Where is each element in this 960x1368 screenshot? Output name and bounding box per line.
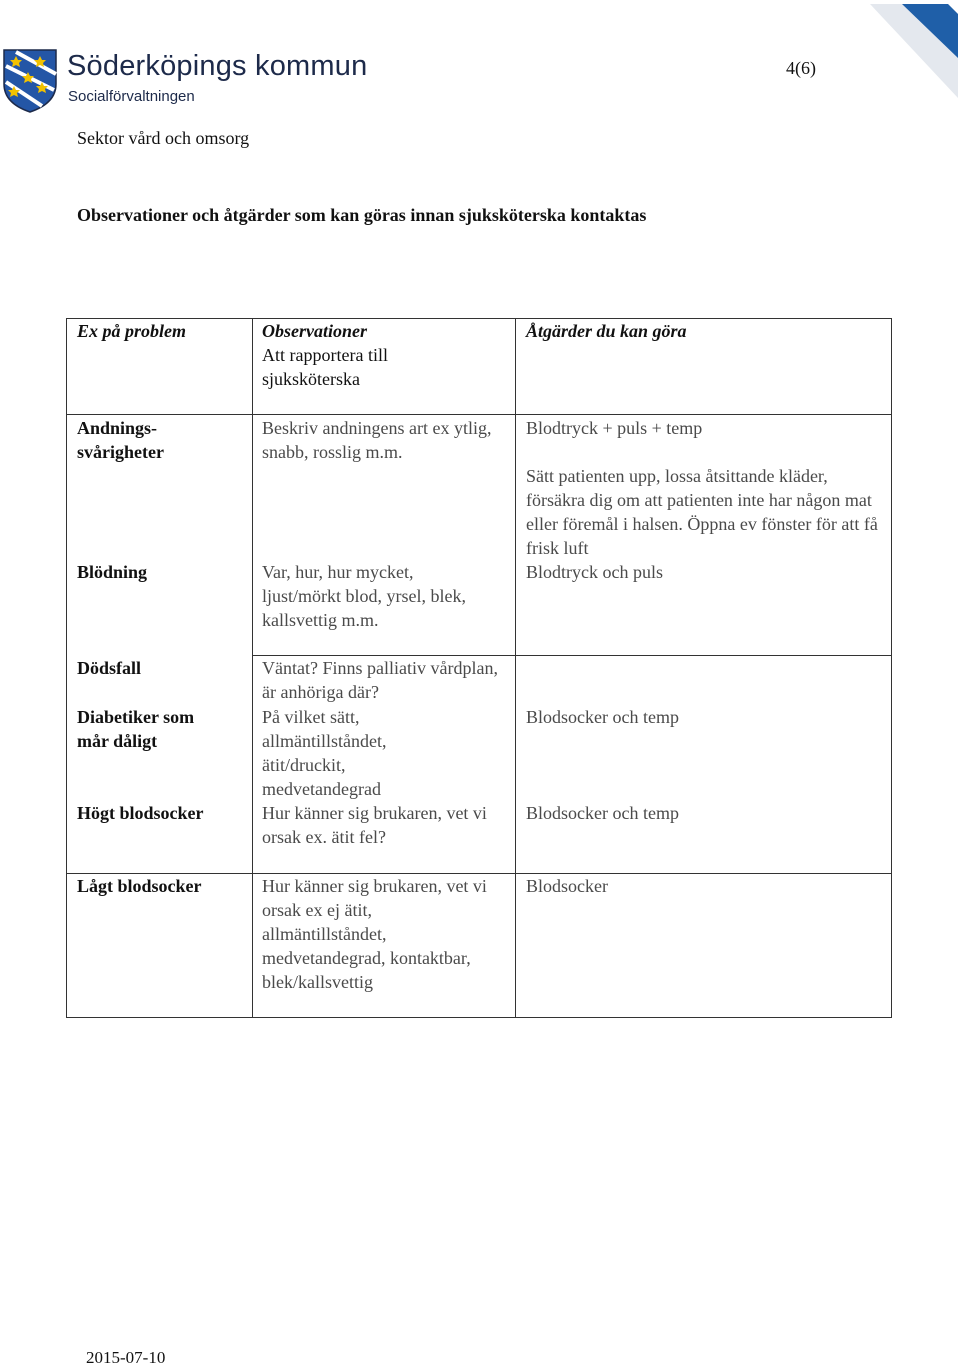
- observation-cell: På vilket sätt, allmäntillståndet, ätit/druckit, medvetandegrad: [262, 707, 387, 799]
- footer-date: 2015-07-10: [86, 1348, 166, 1367]
- observation-cell: Hur känner sig brukaren, vet vi orsak ex ej ätit, allmäntillståndet, medvetandegrad, kontaktbar, blek/kallsvettig: [262, 876, 487, 992]
- column-header-actions: Åtgärder du kan göra: [526, 321, 687, 341]
- observations-table: [66, 318, 892, 1018]
- coat-of-arms-logo: [2, 48, 58, 114]
- problem-cell: Diabetiker som mår dåligt: [77, 707, 195, 751]
- column-header-observations: Observationer: [262, 321, 367, 341]
- document-heading: Observationer och åtgärder som kan göras innan sjuksköterska kontaktas: [77, 205, 647, 225]
- organization-department: Socialförvaltningen: [68, 88, 195, 105]
- action-cell: Blodsocker och temp: [526, 803, 679, 823]
- problem-cell: Dödsfall: [77, 658, 142, 678]
- page-number: 4(6): [786, 58, 816, 78]
- action-cell: Blodtryck + puls + temp: [526, 418, 703, 438]
- row-divider: [67, 414, 891, 415]
- problem-cell: Blödning: [77, 562, 148, 582]
- observation-cell: Hur känner sig brukaren, vet vi orsak ex. ätit fel?: [262, 803, 487, 847]
- corner-decoration: [840, 0, 960, 110]
- column-subheader-observations: Att rapportera till sjuksköterska: [262, 345, 388, 389]
- observation-cell: Väntat? Finns palliativ vårdplan, är anhöriga där?: [262, 658, 498, 702]
- problem-cell: Andnings-svårigheter: [77, 418, 164, 462]
- action-cell: Sätt patienten upp, lossa åtsittande kläder, försäkra dig om att patienten inte har någon mat eller föremål i halsen. Öppna ev fönster för att få frisk luft: [526, 466, 878, 558]
- action-cell: Blodsocker: [526, 876, 608, 896]
- organization-name: Söderköpings kommun: [67, 50, 368, 82]
- problem-cell: Högt blodsocker: [77, 803, 204, 823]
- sector-label: Sektor vård och omsorg: [77, 128, 250, 148]
- column-divider: [252, 319, 253, 1017]
- observation-cell: Beskriv andningens art ex ytlig, snabb, rosslig m.m.: [262, 418, 492, 462]
- column-header-problem: Ex på problem: [77, 321, 187, 341]
- action-cell: Blodsocker och temp: [526, 707, 679, 727]
- column-divider: [515, 319, 516, 1017]
- problem-cell: Lågt blodsocker: [77, 876, 202, 896]
- observation-cell: Var, hur, hur mycket, ljust/mörkt blod, yrsel, blek, kallsvettig m.m.: [262, 562, 466, 630]
- action-cell: Blodtryck och puls: [526, 562, 663, 582]
